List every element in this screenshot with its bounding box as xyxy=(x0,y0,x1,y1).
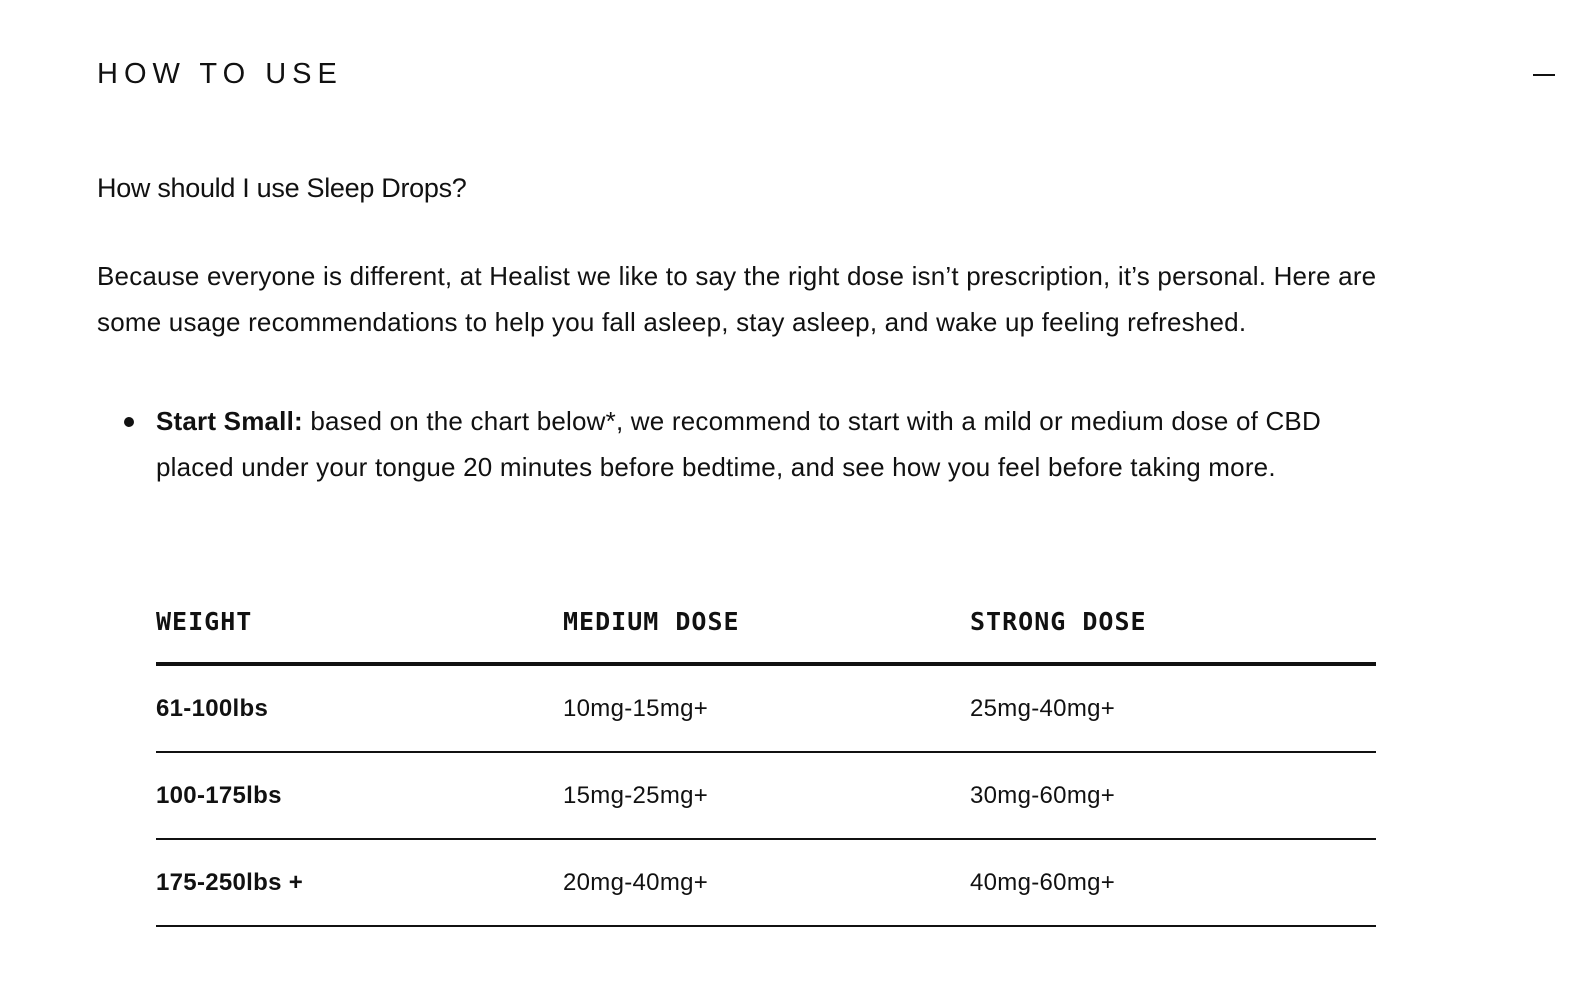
bullet-icon xyxy=(124,417,134,427)
table-row xyxy=(156,752,1376,839)
tip-label: Start Small: xyxy=(156,406,303,436)
medium-dose-cell: 10mg-15mg+ xyxy=(563,664,970,752)
header-medium-dose: MEDIUM DOSE xyxy=(563,580,970,664)
section-title: HOW TO USE xyxy=(97,58,343,90)
header-strong-dose: STRONG DOSE xyxy=(970,580,1376,664)
table-row xyxy=(156,664,1376,752)
tip-item xyxy=(97,398,1397,490)
question-heading: How should I use Sleep Drops? xyxy=(97,173,467,203)
tip-text: based on the chart below*, we recommend to start with a mild or medium dose of CBD placed under your tongue 20 minutes before bedtime, and see how you feel before taking more. xyxy=(156,406,1321,482)
accordion-header[interactable] xyxy=(97,52,1557,96)
dose-table xyxy=(156,580,1376,927)
strong-dose-cell: 40mg-60mg+ xyxy=(970,839,1376,926)
medium-dose-cell: 15mg-25mg+ xyxy=(563,752,970,839)
collapse-button[interactable] xyxy=(1527,60,1557,90)
strong-dose-cell: 25mg-40mg+ xyxy=(970,664,1376,752)
medium-dose-cell: 20mg-40mg+ xyxy=(563,839,970,926)
tips-list xyxy=(97,398,1397,490)
weight-cell: 175-250lbs + xyxy=(156,839,563,926)
intro-paragraph: Because everyone is different, at Healist we like to say the right dose isn’t prescription, it’s personal. Here are some usage recommendations to help you fall asleep, stay asleep, and wake up feeling refreshed. xyxy=(97,261,1377,337)
table-row xyxy=(156,839,1376,926)
minus-icon xyxy=(1533,74,1555,76)
table-header-row xyxy=(156,580,1376,664)
weight-cell: 100-175lbs xyxy=(156,752,563,839)
header-weight: WEIGHT xyxy=(156,580,563,664)
strong-dose-cell: 30mg-60mg+ xyxy=(970,752,1376,839)
weight-cell: 61-100lbs xyxy=(156,664,563,752)
